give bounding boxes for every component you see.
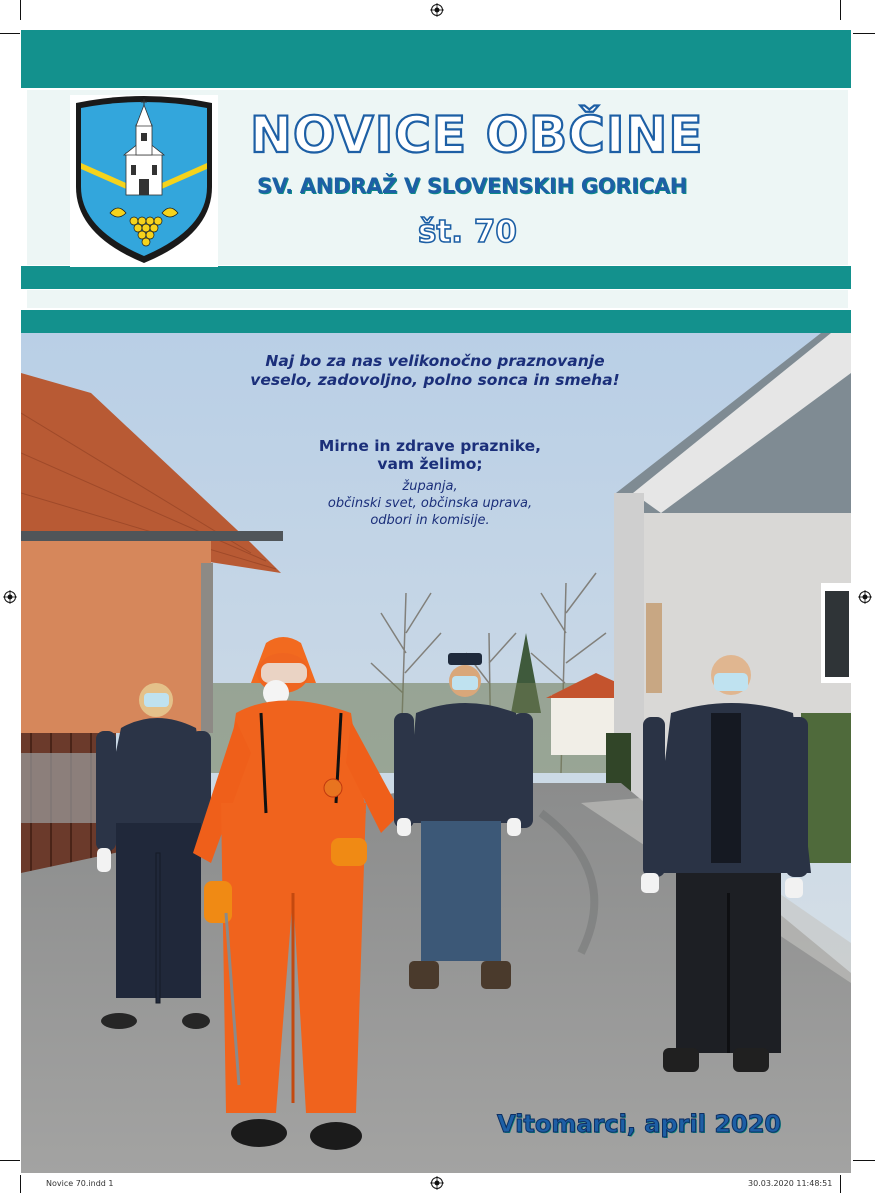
crop-mark [840, 0, 841, 20]
newsletter-title: NOVICE OBČINE [250, 106, 704, 164]
registration-mark-icon [3, 590, 17, 604]
crop-mark [0, 33, 20, 34]
municipality-crest-icon [70, 95, 218, 267]
greeting-line: Naj bo za nas velikonočno praznovanje [265, 352, 605, 370]
wish-line: vam želimo; [377, 455, 483, 473]
crop-mark [853, 1160, 875, 1161]
municipality-name: SV. ANDRAŽ V SLOVENSKIH GORICAH [257, 174, 688, 198]
greeting-line: veselo, zadovoljno, polno sonca in smeha! [250, 371, 620, 389]
print-slug-file: Novice 70.indd 1 [46, 1179, 114, 1188]
issue-number: št. 70 [418, 214, 517, 250]
crop-mark [0, 1160, 20, 1161]
registration-mark-icon [858, 590, 872, 604]
sender-line: županja, [402, 479, 458, 494]
easter-greeting [200, 352, 670, 390]
sender-line: občinski svet, občinska uprava, [327, 496, 533, 511]
crop-mark [840, 1175, 841, 1193]
holiday-wish [260, 437, 600, 473]
crop-mark [20, 0, 21, 20]
header-top-band [21, 30, 851, 88]
print-slug-timestamp: 30.03.2020 11:48:51 [748, 1179, 833, 1188]
crop-mark [20, 1175, 21, 1193]
sender-line: odbori in komisije. [370, 513, 490, 528]
header-strip [27, 290, 848, 308]
crop-mark [853, 33, 875, 34]
greeting-senders [260, 478, 600, 529]
wish-line: Mirne in zdrave praznike, [318, 437, 542, 455]
place-date: Vitomarci, april 2020 [497, 1110, 782, 1138]
header-band [21, 310, 851, 333]
registration-mark-icon [430, 3, 444, 17]
registration-mark-icon [430, 1176, 444, 1190]
header-band [21, 266, 851, 289]
